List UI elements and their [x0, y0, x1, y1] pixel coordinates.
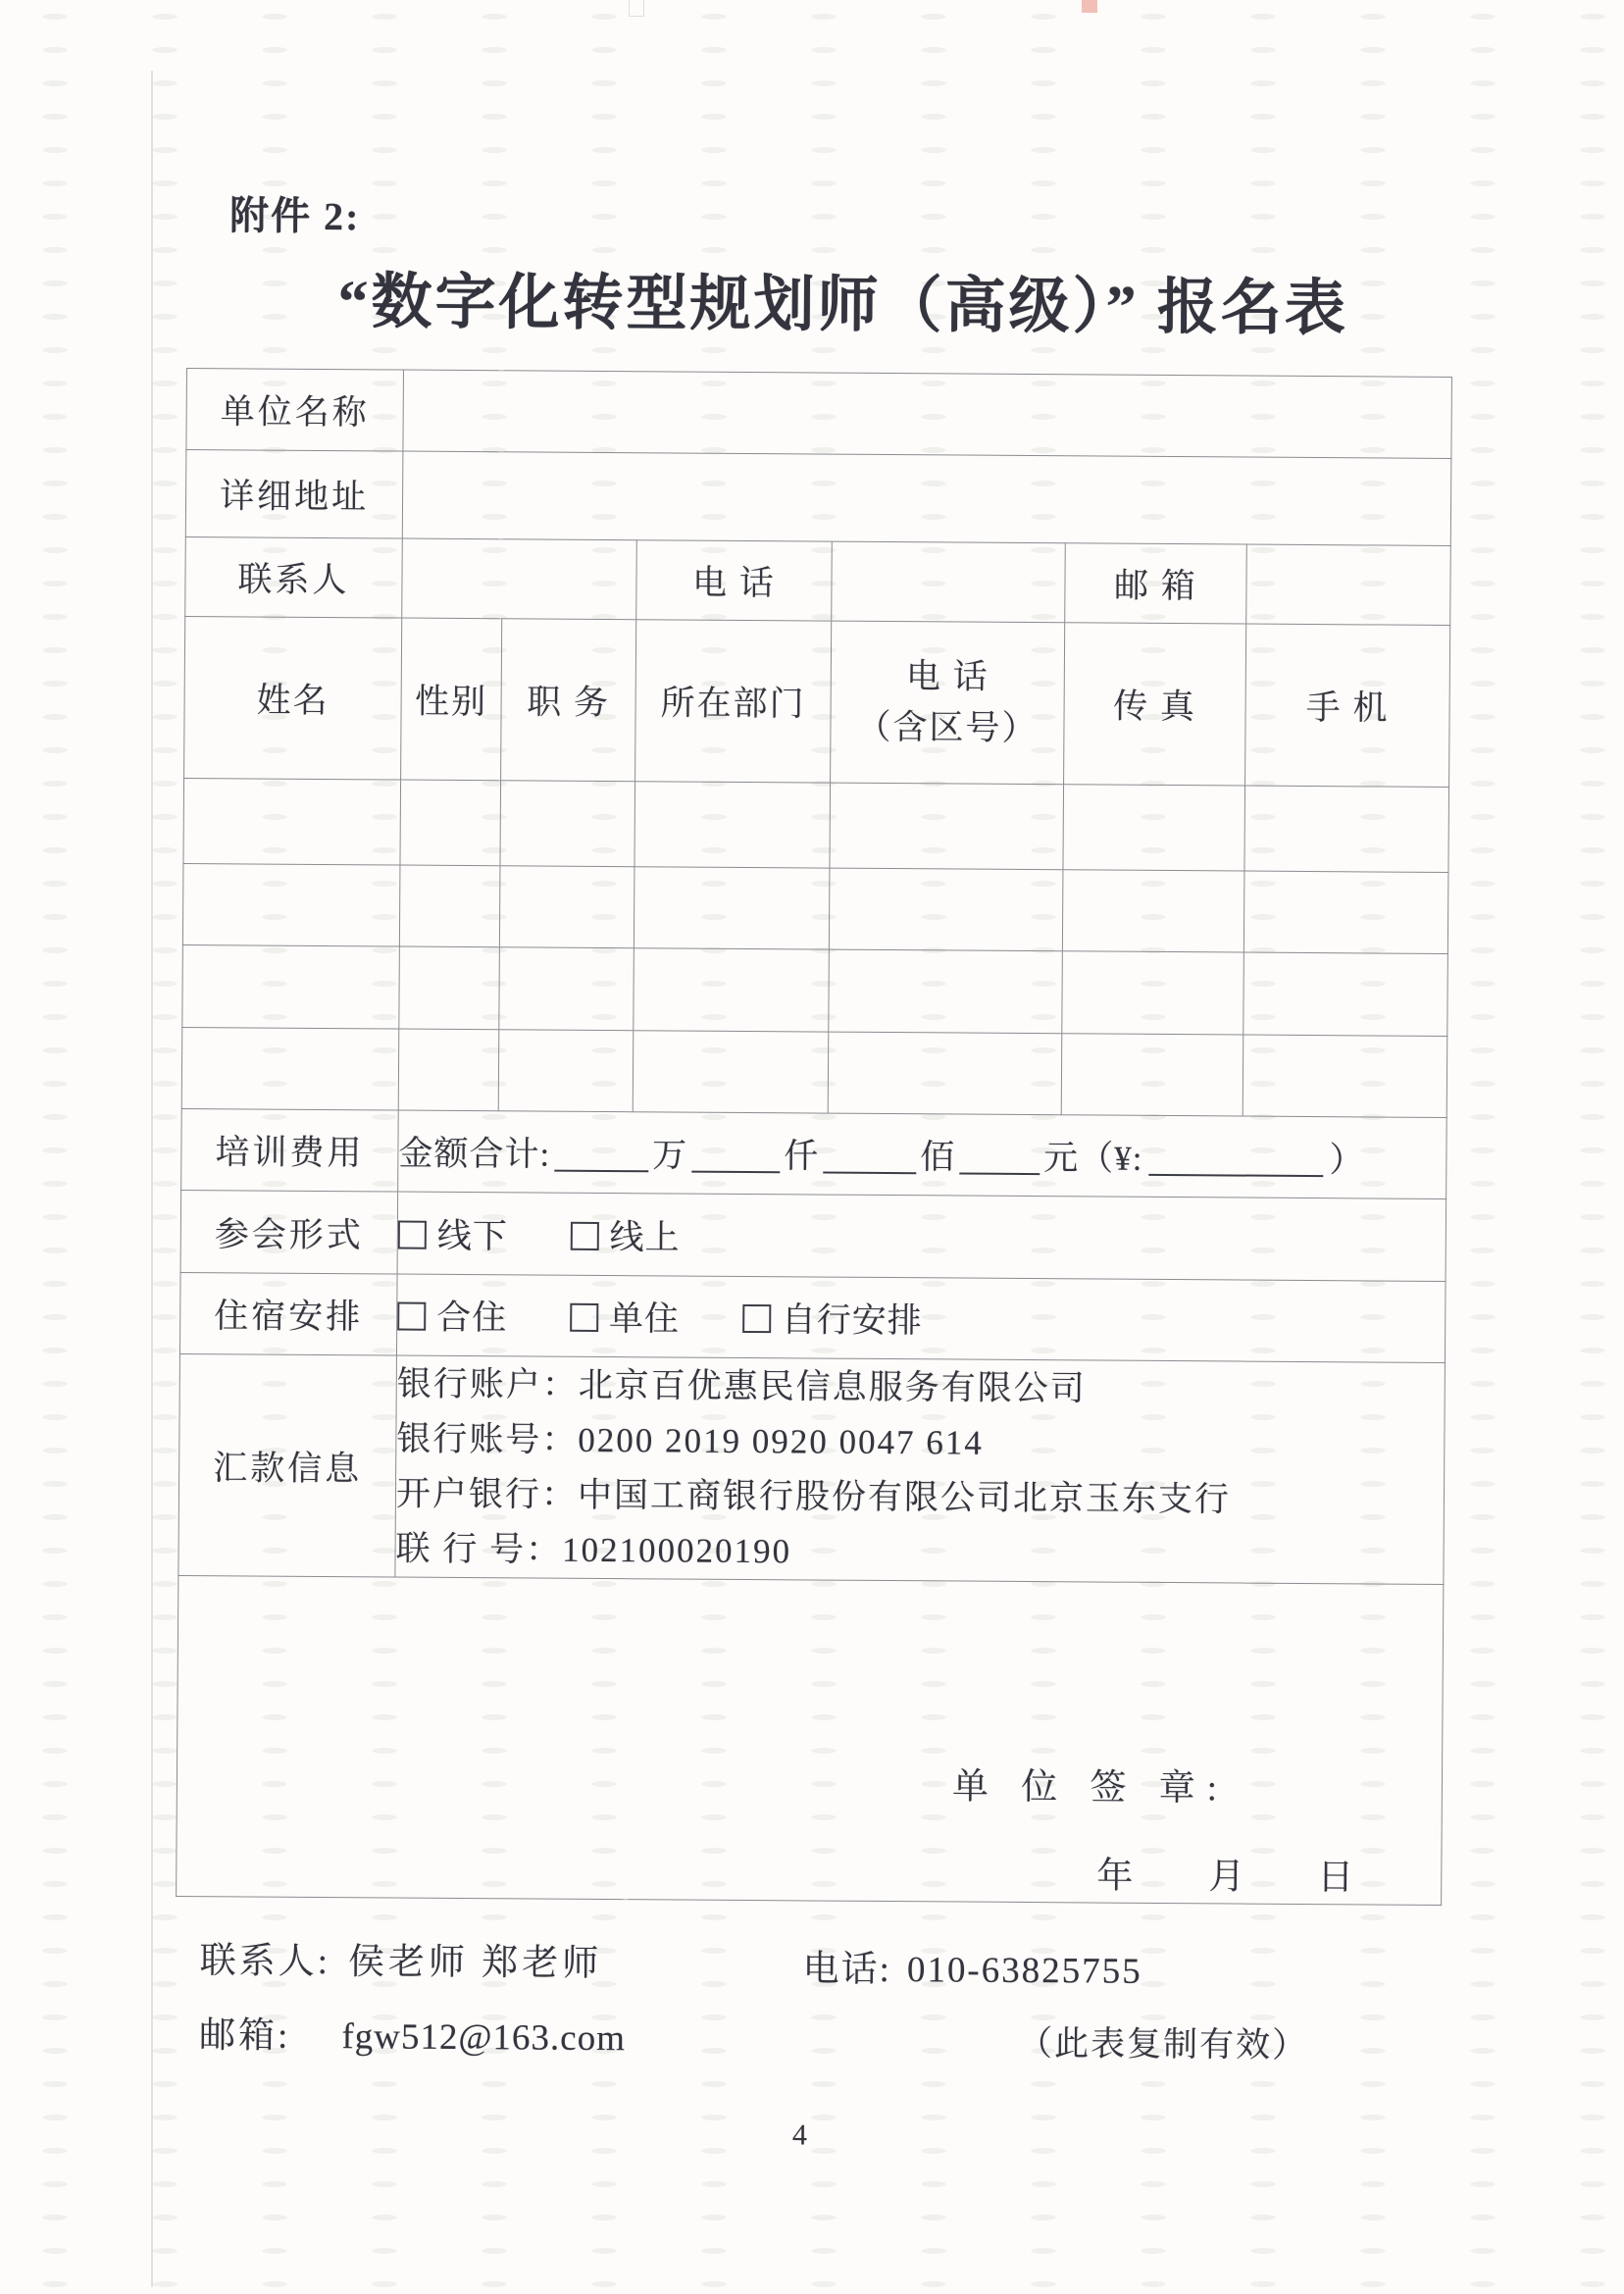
accommodation-option-label: 合住 [436, 1298, 508, 1338]
registration-table [176, 368, 1452, 1906]
contact-phone-value-cell [832, 541, 1066, 623]
fee-blank-yuan [959, 1173, 1040, 1176]
contact-value-cell [402, 538, 637, 620]
fee-unit-qian: 仟 [784, 1137, 820, 1176]
attendance-option-label: 线下 [436, 1216, 508, 1255]
accommodation-option-self [742, 1300, 923, 1340]
fee-blank-bai [823, 1172, 916, 1175]
phone-header-line1: 电 话 [905, 657, 990, 696]
table-row [186, 369, 1452, 459]
column-header-gender: 性别 [401, 618, 502, 781]
empty-cell [181, 1027, 399, 1110]
column-header-fax: 传 真 [1064, 623, 1246, 786]
attendance-options-cell [397, 1192, 1446, 1281]
attendance-option-online [570, 1217, 680, 1256]
checkbox-icon [398, 1220, 427, 1249]
page-number: 4 [791, 2118, 808, 2152]
fee-close-paren: ） [1329, 1141, 1365, 1180]
checkbox-icon [742, 1304, 771, 1333]
copy-valid-note: （此表复制有效） [1017, 2023, 1309, 2065]
table-row [179, 1272, 1446, 1362]
empty-cell [499, 947, 634, 1031]
remittance-label: 汇款信息 [178, 1353, 397, 1577]
fee-unit-yuan: 元（¥: [1043, 1139, 1143, 1178]
footer-email-address: fgw512@163.com [341, 2016, 627, 2060]
fee-blank-wan [554, 1170, 648, 1173]
footer-email-line [199, 2005, 626, 2061]
column-header-department: 所在部门 [635, 620, 832, 783]
accommodation-option-label: 单住 [608, 1300, 681, 1339]
empty-cell [1243, 871, 1448, 953]
date-year-label: 年 [1096, 1856, 1134, 1897]
empty-cell [1062, 870, 1244, 952]
fee-unit-wan: 万 [652, 1136, 688, 1175]
column-header-name: 姓名 [184, 616, 402, 780]
table-row [181, 1108, 1447, 1198]
contact-label: 联系人 [185, 536, 403, 618]
empty-cell [829, 949, 1063, 1034]
fee-blank-qian [691, 1171, 780, 1174]
empty-cell [634, 782, 831, 868]
attendance-label: 参会形式 [180, 1190, 398, 1274]
fee-blank-amount [1148, 1174, 1323, 1177]
table-row [185, 450, 1451, 546]
empty-cell [1061, 1034, 1243, 1116]
unit-seal-label: 单 位 签 章: [951, 1766, 1230, 1810]
empty-cell [399, 865, 500, 947]
empty-cell [828, 1032, 1062, 1115]
empty-cell [1243, 952, 1448, 1036]
footer-contact-label: 联系人: [199, 1941, 331, 1983]
empty-cell [633, 1031, 829, 1113]
checkbox-icon [570, 1221, 598, 1249]
empty-cell [399, 946, 500, 1030]
accommodation-label: 住宿安排 [179, 1272, 397, 1355]
footer-contact-names: 侯老师 郑老师 [347, 1942, 603, 1985]
empty-cell [830, 783, 1064, 870]
empty-cell [398, 1029, 499, 1111]
table-row [181, 1027, 1447, 1117]
page-title: “数字化转型规划师（高级）” 报名表 [337, 269, 1349, 343]
accommodation-option-shared [397, 1299, 507, 1338]
unit-name-value-cell [403, 370, 1452, 458]
contact-phone-label: 电 话 [636, 540, 833, 621]
empty-cell [182, 944, 400, 1029]
empty-cell [634, 867, 830, 949]
table-row [180, 1190, 1446, 1281]
accommodation-option-label: 自行安排 [781, 1300, 923, 1341]
column-header-mobile: 手 机 [1245, 624, 1450, 787]
footer-phone-label: 电话: [802, 1949, 892, 1991]
table-row [182, 863, 1448, 953]
table-row [185, 536, 1451, 625]
remittance-info-cell [395, 1355, 1446, 1584]
empty-cell [1244, 786, 1449, 872]
contact-email-value-cell [1246, 544, 1451, 625]
empty-cell [500, 781, 635, 867]
date-day-label: 日 [1317, 1858, 1354, 1899]
table-row [178, 1353, 1446, 1584]
date-month-label: 月 [1208, 1857, 1245, 1898]
empty-cell [182, 863, 400, 946]
contact-email-label: 邮 箱 [1065, 543, 1247, 624]
address-value-cell [402, 451, 1451, 545]
table-row [183, 778, 1449, 872]
phone-header-line2: （含区号） [856, 707, 1039, 748]
bank-account-name: 银行账户：北京百优惠民信息服务有限公司 [396, 1364, 1087, 1407]
empty-cell [1063, 785, 1245, 871]
empty-cell [400, 780, 501, 866]
fee-unit-bai: 佰 [920, 1138, 956, 1177]
empty-cell [498, 1030, 634, 1112]
bank-code: 联 行 号：102100020190 [395, 1529, 792, 1570]
fee-label: 培训费用 [181, 1108, 399, 1192]
empty-cell [183, 778, 401, 865]
empty-cell [1243, 1035, 1447, 1117]
bank-account-number: 银行账号：0200 2019 0920 0047 614 [396, 1419, 985, 1462]
unit-name-label: 单位名称 [186, 369, 404, 452]
column-header-position: 职 务 [501, 619, 636, 782]
attachment-label: 附件 2: [228, 193, 361, 239]
empty-cell [634, 948, 830, 1032]
accommodation-option-single [570, 1300, 680, 1339]
fee-prefix: 金额合计: [398, 1134, 551, 1174]
table-header-row [184, 616, 1450, 787]
footer-phone-number: 010-63825755 [906, 1950, 1142, 1992]
footer-contact-line [200, 1930, 603, 1986]
empty-cell [829, 868, 1063, 951]
address-label: 详细地址 [185, 450, 403, 539]
fee-value-cell [398, 1110, 1447, 1198]
attendance-option-label: 线上 [609, 1217, 681, 1257]
footer-phone-line [802, 1938, 1142, 1993]
accommodation-options-cell [396, 1274, 1446, 1362]
table-row [182, 944, 1448, 1036]
bank-branch: 开户银行：中国工商银行股份有限公司北京玉东支行 [395, 1474, 1232, 1518]
checkbox-icon [397, 1302, 426, 1331]
table-row [177, 1575, 1444, 1905]
footer-email-label: 邮箱: [198, 2015, 291, 2057]
attendance-option-offline [398, 1216, 508, 1255]
column-header-phone [831, 621, 1065, 785]
empty-cell [499, 866, 634, 948]
signature-cell [177, 1575, 1444, 1905]
empty-cell [1062, 951, 1244, 1035]
checkbox-icon [570, 1303, 598, 1332]
